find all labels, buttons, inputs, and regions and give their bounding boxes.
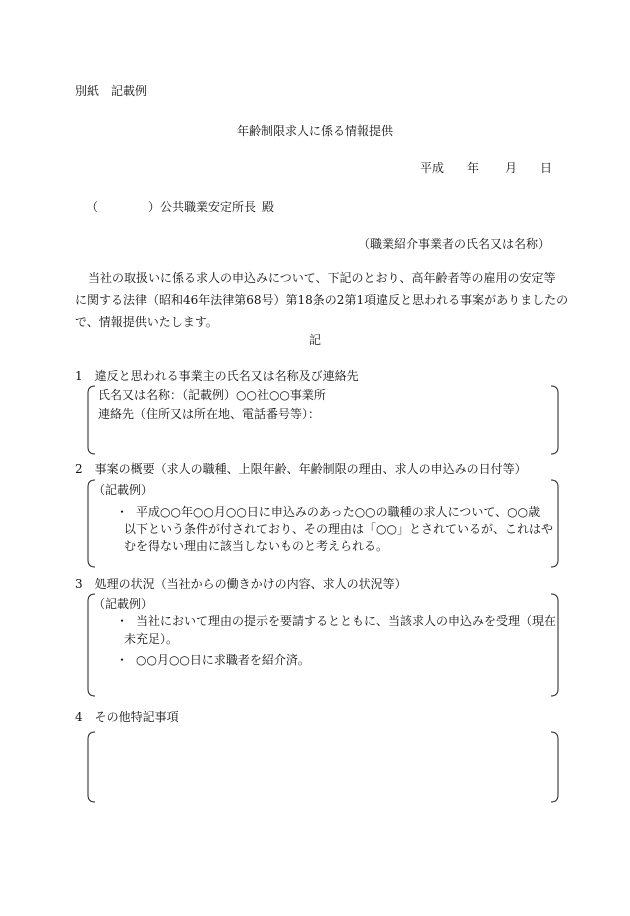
section-2-bullet-mark: ・ [116, 505, 129, 519]
section-4-bracket [87, 731, 559, 803]
addressee-open-paren: （ [86, 200, 99, 214]
section-1-contact-line: 連絡先（住所又は所在地、電話番号等）： [98, 407, 321, 421]
date-day-unit: 日 [540, 161, 553, 175]
section-2-example-label: （記載例） [93, 483, 154, 497]
section-2-bullet-line-2: 以下という条件が付されており、その理由は「○○」とされているが、これはや [124, 522, 553, 536]
addressee-honorific: 殿 [262, 200, 275, 214]
addressee-office: 公共職業安定所長 [160, 200, 257, 214]
sender-name: （職業紹介事業者の氏名又は名称） [358, 237, 551, 251]
section-1-name-line: 氏名又は名称：（記載例）○○社○○事業所 [98, 388, 326, 402]
section-2-bullet-line-1: 平成○○年○○月○○日に申込みのあった○○の職種の求人について、○○歳 [136, 505, 541, 519]
section-3-bullet-1-line-1: 当社において理由の提示を要請するとともに、当該求人の申込みを受理（現在 [136, 614, 557, 628]
section-2-bullet-line-3: むを得ない理由に該当しないものと考えられる。 [124, 539, 389, 553]
section-3-bullet-2-line-1: ○○月○○日に求職者を紹介済。 [136, 653, 310, 667]
section-3-example-label: （記載例） [93, 597, 154, 611]
section-3-heading: 3 処理の状況（当社からの働きかけの内容、求人の状況等） [75, 577, 407, 591]
intro-line-1: 当社の取扱いに係る求人の申込みについて、下記のとおり、高年齢者等の雇用の安定等 [88, 271, 556, 285]
section-3-bullet-1-mark: ・ [116, 614, 129, 628]
section-1-heading: 1 違反と思われる事業主の氏名又は名称及び連絡先 [75, 369, 359, 383]
section-3-bullet-2-mark: ・ [116, 653, 129, 667]
date-year-unit: 年 [467, 161, 480, 175]
appendix-label: 別紙 記載例 [75, 84, 148, 98]
intro-line-3: で、情報提供いたします。 [75, 315, 218, 329]
section-2-heading: 2 事案の概要（求人の職種、上限年齢、年齢制限の理由、求人の申込みの日付等） [75, 462, 527, 476]
date-era: 平成 [420, 161, 445, 175]
intro-line-2: に関する法律（昭和46年法律第68号）第18条の2第1項違反と思われる事案がありましたの [75, 293, 569, 307]
date-month-unit: 月 [505, 161, 518, 175]
ki-marker: 記 [309, 333, 322, 347]
section-3-bullet-1-line-2: 未充足）。 [124, 632, 179, 646]
section-4-heading: 4 その他特記事項 [75, 710, 179, 724]
addressee-close-paren: ） [148, 200, 161, 214]
document-title: 年齢制限求人に係る情報提供 [237, 124, 394, 138]
